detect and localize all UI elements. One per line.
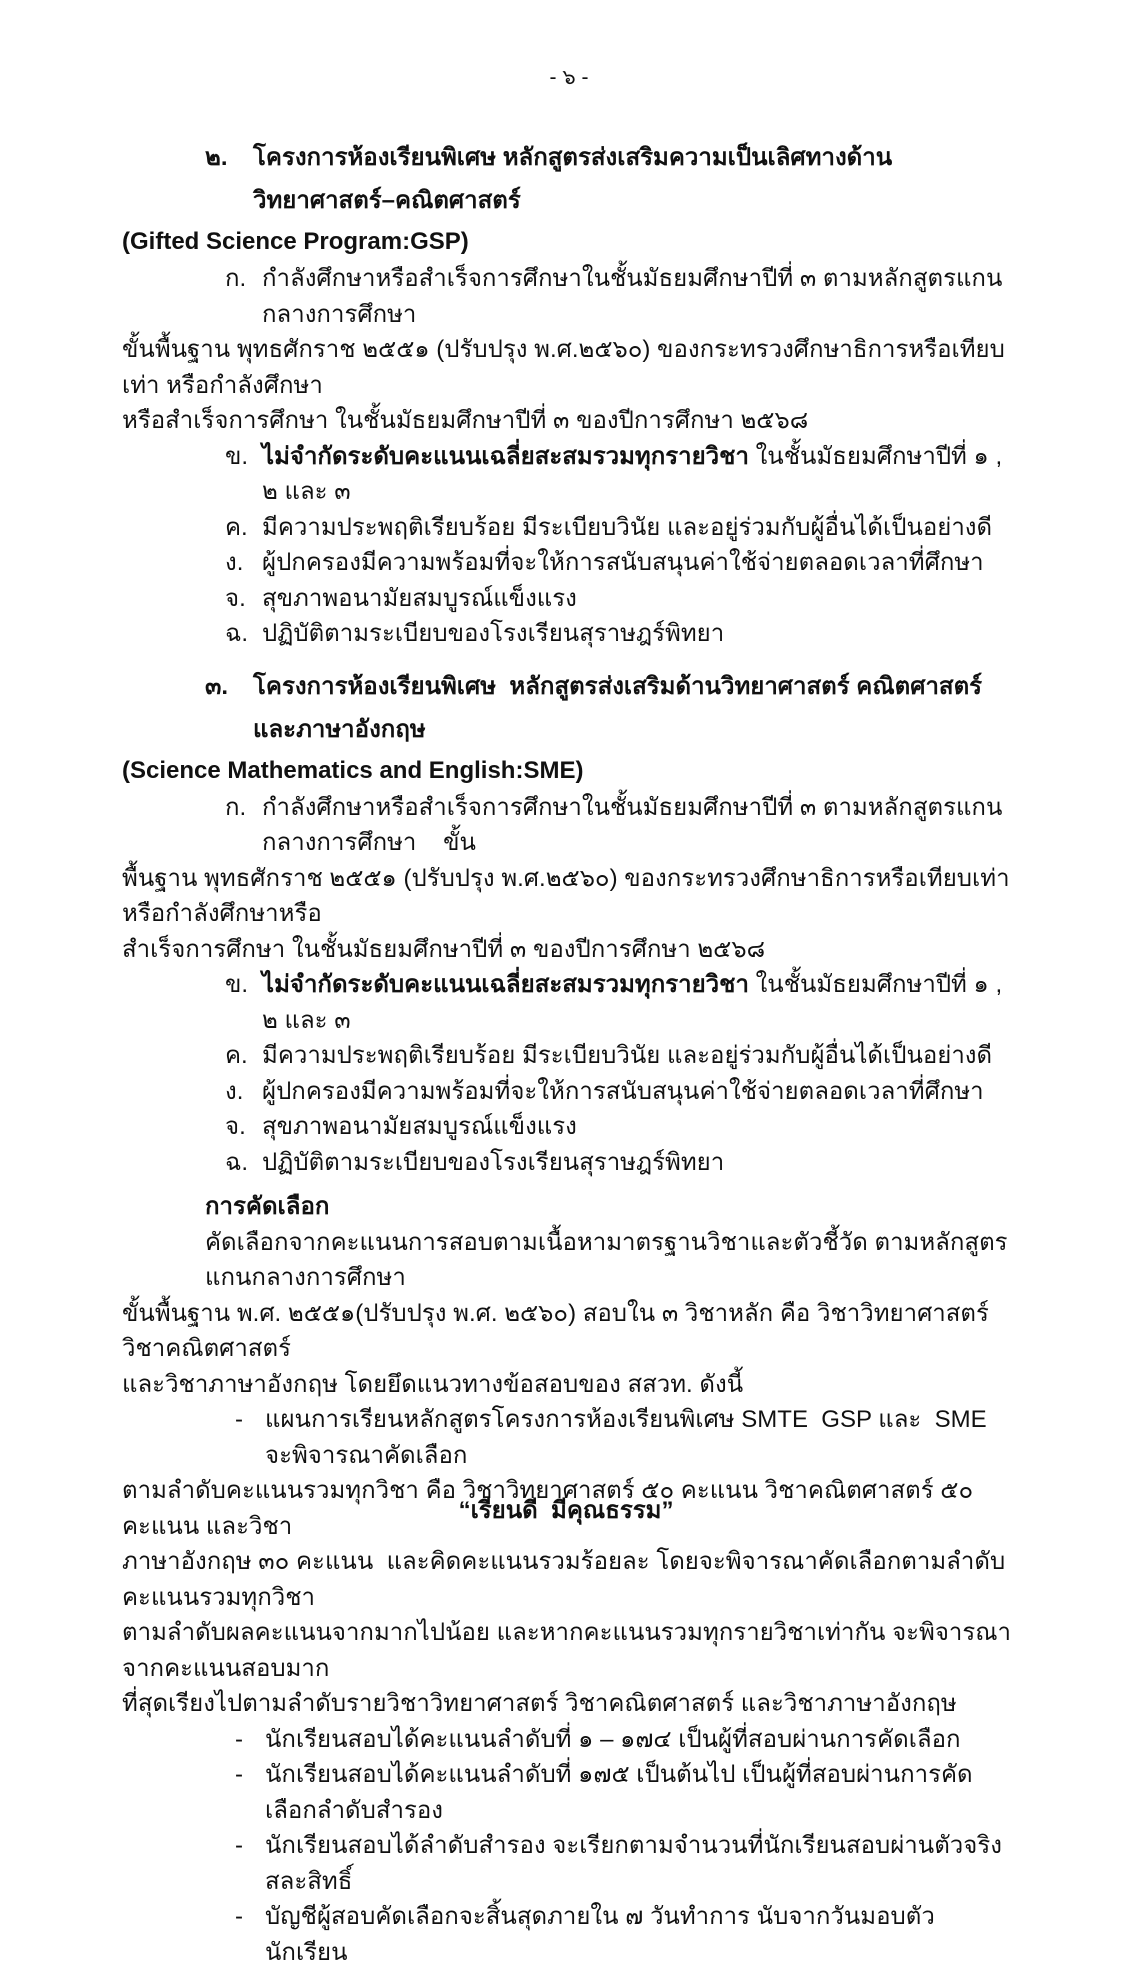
selection-result-2: [235, 1757, 1016, 1828]
gsp-qual-d-prefix: ง.: [225, 549, 244, 576]
gsp-qualification-a-line2: ขั้นพื้นฐาน พุทธศักราช ๒๕๕๑ (ปรับปรุง พ.ศ.๒๕๖๐) ของกระทรวงศึกษาธิการหรือเทียบเท่า หรือกำลังศึกษา: [122, 336, 1005, 399]
gsp-qual-e-prefix: จ.: [225, 584, 246, 612]
dash-bullet: -: [235, 1761, 243, 1788]
dash-bullet: -: [235, 1406, 243, 1433]
gsp-qual-c-text: มีความประพฤติเรียบร้อย มีระเบียบวินัย และอยู่ร่วมกับผู้อื่นได้เป็นอย่างดี: [262, 513, 993, 541]
sme-qual-d-prefix: ง.: [225, 1077, 244, 1105]
section-gsp-number: ๒.: [205, 144, 228, 171]
selection-result-1-text: นักเรียนสอบได้คะแนนลำดับที่ ๑ – ๑๗๔ เป็นผู้ที่สอบผ่านการคัดเลือก: [265, 1725, 961, 1753]
sme-qual-e-text: สุขภาพอนามัยสมบูรณ์แข็งแรง: [262, 1113, 577, 1140]
sme-qual-b-prefix: ข.: [225, 971, 249, 998]
gsp-qual-b-prefix: ข.: [225, 442, 249, 470]
selection-result-3: [235, 1828, 1016, 1899]
dash-bullet: -: [235, 1725, 243, 1753]
section-gsp-subtitle: (Gifted Science Program:GSP): [122, 228, 469, 255]
selection-plan-line3: ภาษาอังกฤษ ๓๐ คะแนน และคิดคะแนนรวมร้อยละ โดยจะพิจารณาคัดเลือกตามลำดับคะแนนรวมทุกวิชา: [122, 1548, 1006, 1611]
selection-result-4: [235, 1899, 1016, 1970]
gsp-qual-a-text1: กำลังศึกษาหรือสำเร็จการศึกษาในชั้นมัธยมศึกษาปีที่ ๓ ตามหลักสูตรแกนกลางการศึกษา: [262, 265, 1003, 328]
selection-plan-line4: ตามลำดับผลคะแนนจากมากไปน้อย และหากคะแนนรวมทุกรายวิชาเท่ากัน จะพิจารณาจากคะแนนสอบมาก: [122, 1619, 1012, 1682]
gsp-qual-b-rest: ในชั้นมัธยมศึกษาปีที่ ๑ , ๒ และ ๓: [262, 442, 1009, 505]
sme-qualification-c: [225, 1038, 1016, 1074]
gsp-qualification-e: [225, 581, 1016, 617]
sme-qual-a-text1: กำลังศึกษาหรือสำเร็จการศึกษาในชั้นมัธยมศึกษาปีที่ ๓ ตามหลักสูตรแกนกลางการศึกษา ขั้น: [262, 793, 1003, 856]
sme-qual-f-prefix: ฉ.: [225, 1148, 249, 1176]
sme-qual-b-bold: ไม่จำกัดระดับคะแนนเฉลี่ยสะสมรวมทุกรายวิชา: [262, 971, 749, 998]
selection-heading: การคัดเลือก: [205, 1193, 330, 1220]
section-sme-subtitle: (Science Mathematics and English:SME): [122, 756, 584, 784]
selection-plan-line1: [235, 1402, 1016, 1473]
gsp-qual-b-bold: ไม่จำกัดระดับคะแนนเฉลี่ยสะสมรวมทุกรายวิชา: [262, 442, 749, 470]
section-gsp-title: โครงการห้องเรียนพิเศษ หลักสูตรส่งเสริมความเป็นเลิศทางด้านวิทยาศาสตร์–คณิตศาสตร์: [253, 144, 893, 214]
sme-qual-f-text: ปฏิบัติตามระเบียบของโรงเรียนสุราษฎร์พิทยา: [262, 1148, 725, 1176]
selection-plan-line5: ที่สุดเรียงไปตามลำดับรายวิชาวิทยาศาสตร์ วิชาคณิตศาสตร์ และวิชาภาษาอังกฤษ: [122, 1690, 957, 1717]
selection-plan-line2: ตามลำดับคะแนนรวมทุกวิชา คือ วิชาวิทยาศาสตร์ ๕๐ คะแนน วิชาคณิตศาสตร์ ๕๐ คะแนน และวิชา: [122, 1477, 980, 1540]
gsp-qualification-c: [225, 510, 1016, 546]
sme-qual-e-prefix: จ.: [225, 1113, 246, 1140]
sme-qual-b-text: [262, 967, 1016, 1038]
sme-qual-d-text: ผู้ปกครองมีความพร้อมที่จะให้การสนับสนุนค่าใช้จ่ายตลอดเวลาที่ศึกษา: [262, 1077, 984, 1105]
footer-motto: “เรียนดี มีคุณธรรม”: [458, 1497, 674, 1524]
sme-qual-c-prefix: ค.: [225, 1042, 248, 1069]
page-number: - ๖ -: [549, 66, 589, 89]
section-sme-title: โครงการห้องเรียนพิเศษ หลักสูตรส่งเสริมด้านวิทยาศาสตร์ คณิตศาสตร์และภาษาอังกฤษ: [253, 672, 983, 743]
sme-qualification-f: [225, 1145, 1016, 1181]
section-gsp-heading: [205, 136, 1016, 222]
gsp-qual-f-text: ปฏิบัติตามระเบียบของโรงเรียนสุราษฎร์พิทยา: [262, 620, 725, 647]
selection-plan-text1: แผนการเรียนหลักสูตรโครงการห้องเรียนพิเศษ SMTE GSP และ SME จะพิจารณาคัดเลือก: [265, 1406, 994, 1469]
selection-intro-line2: ขั้นพื้นฐาน พ.ศ. ๒๕๕๑(ปรับปรุง พ.ศ. ๒๕๖๐) สอบใน ๓ วิชาหลัก คือ วิชาวิทยาศาสตร์ วิชาคณิตศาสตร์: [122, 1299, 996, 1362]
selection-intro-line3: และวิชาภาษาอังกฤษ โดยยึดแนวทางข้อสอบของ สสวท. ดังนี้: [122, 1370, 744, 1398]
gsp-qual-c-prefix: ค.: [225, 513, 248, 541]
sme-qualification-a-line2: พื้นฐาน พุทธศักราช ๒๕๕๑ (ปรับปรุง พ.ศ.๒๕๖๐) ของกระทรวงศึกษาธิการหรือเทียบเท่า หรือกำลังศึกษาหรือ: [122, 864, 1017, 927]
gsp-qualification-f: [225, 616, 1016, 652]
dash-bullet: -: [235, 1832, 243, 1859]
gsp-qualification-a-line3: หรือสำเร็จการศึกษา ในชั้นมัธยมศึกษาปีที่ ๓ ของปีการศึกษา ๒๕๖๘: [122, 407, 809, 434]
sme-qualification-a-line1: [225, 790, 1016, 861]
sme-qualification-b: [225, 967, 1016, 1038]
selection-intro-line1: คัดเลือกจากคะแนนการสอบตามเนื้อหามาตรฐานวิชาและตัวชี้วัด ตามหลักสูตรแกนกลางการศึกษา: [205, 1228, 1008, 1291]
gsp-qual-b-text: [262, 439, 1016, 510]
section-sme-heading: [205, 665, 1016, 751]
selection-result-4-text: บัญชีผู้สอบคัดเลือกจะสิ้นสุดภายใน ๗ วันทำการ นับจากวันมอบตัวนักเรียน: [265, 1903, 935, 1966]
gsp-qual-f-prefix: ฉ.: [225, 620, 249, 647]
sme-qual-b-rest: ในชั้นมัธยมศึกษาปีที่ ๑ , ๒ และ ๓: [262, 971, 1009, 1034]
section-sme-number: ๓.: [205, 672, 229, 700]
gsp-qual-a-prefix: ก.: [225, 265, 247, 292]
selection-result-3-text: นักเรียนสอบได้ลำดับสำรอง จะเรียกตามจำนวนที่นักเรียนสอบผ่านตัวจริงสละสิทธิ์: [265, 1832, 1002, 1895]
gsp-qual-e-text: สุขภาพอนามัยสมบูรณ์แข็งแรง: [262, 584, 577, 612]
gsp-qualification-d: [225, 545, 1016, 581]
sme-qualification-e: [225, 1109, 1016, 1145]
sme-qualification-d: [225, 1074, 1016, 1110]
sme-qual-c-text: มีความประพฤติเรียบร้อย มีระเบียบวินัย และอยู่ร่วมกับผู้อื่นได้เป็นอย่างดี: [262, 1042, 993, 1069]
dash-bullet: -: [235, 1903, 243, 1930]
sme-qual-a-prefix: ก.: [225, 793, 247, 821]
gsp-qualification-a-line1: [225, 261, 1016, 332]
selection-result-1: [235, 1722, 1016, 1758]
gsp-qual-d-text: ผู้ปกครองมีความพร้อมที่จะให้การสนับสนุนค่าใช้จ่ายตลอดเวลาที่ศึกษา: [262, 549, 984, 576]
selection-result-2-text: นักเรียนสอบได้คะแนนลำดับที่ ๑๗๕ เป็นต้นไป เป็นผู้ที่สอบผ่านการคัดเลือกลำดับสำรอง: [265, 1761, 973, 1824]
gsp-qualification-b: [225, 439, 1016, 510]
sme-qualification-a-line3: สำเร็จการศึกษา ในชั้นมัธยมศึกษาปีที่ ๓ ของปีการศึกษา ๒๕๖๘: [122, 935, 766, 963]
